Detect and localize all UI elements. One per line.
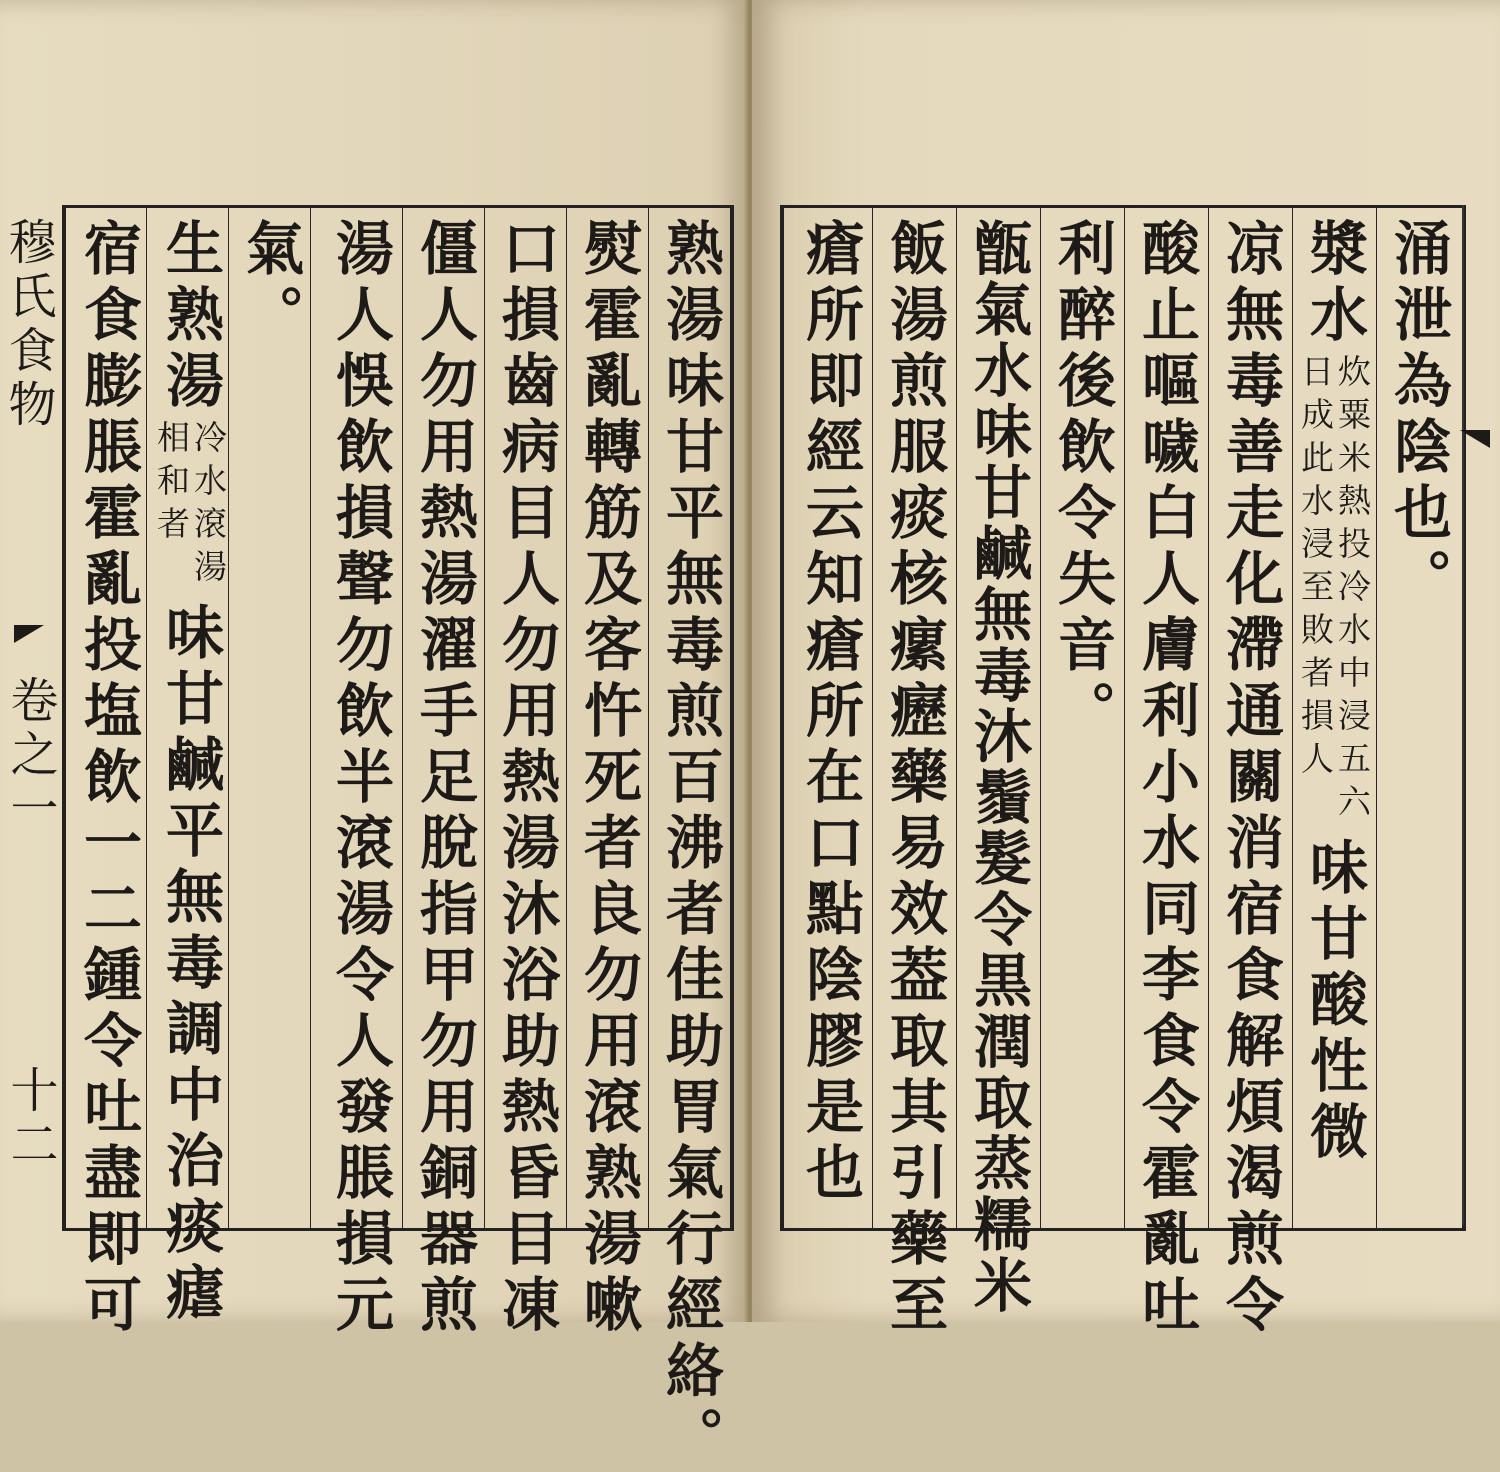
margin-book-title: 穆氏食物 xyxy=(0,217,56,433)
column-rule xyxy=(402,208,403,1228)
text-column-4: 僵人勿用熱湯濯手足脫指甲勿用銅器煎 xyxy=(410,218,478,1340)
right-text-frame xyxy=(780,205,1466,1340)
text-column-1: 涌泄為陰也。 xyxy=(1384,218,1452,614)
left-page xyxy=(0,0,748,1472)
column-rule xyxy=(310,208,311,1228)
column-rule xyxy=(648,208,649,1228)
text-column-1: 熟湯味甘平無毒煎百沸者佳助胃氣行經絡。 xyxy=(656,218,724,1472)
text-column-6: 甑氣水味甘鹹無毒沐鬚髮令黒潤取蒸糯米 xyxy=(964,218,1032,1316)
column-rule xyxy=(484,208,485,1228)
text-column-2: 熨霍亂轉筋及客忤死者良勿用滾熟湯嗽 xyxy=(574,218,642,1340)
text-column-4: 酸止嘔噦白人膚利小水同李食令霍亂吐 xyxy=(1132,218,1200,1340)
book-margin-strip xyxy=(0,205,58,1225)
text-column-3: 口損齒病目人勿用熱湯沐浴助熱昏目凍 xyxy=(492,218,560,1340)
text-column-6: 氣。 xyxy=(236,218,304,350)
entry-heading: 漿水 xyxy=(1300,218,1368,350)
interlinear-note: 炊粟米熱投冷水中浸五六 日成此水浸至敗者損人 xyxy=(1296,354,1372,827)
left-text-frame xyxy=(62,205,734,1472)
column-rule xyxy=(1208,208,1209,1228)
text-column-7: 飯湯煎服痰核瘰癧藥易效葢取其引藥至 xyxy=(880,218,948,1340)
column-rule xyxy=(566,208,567,1228)
column-rule xyxy=(1292,208,1293,1228)
right-margin-strip xyxy=(1462,205,1500,1225)
column-rule xyxy=(1124,208,1125,1228)
text-column-8: 瘡所即經云知瘡所在口點陰膠是也 xyxy=(796,218,864,1208)
fishtail-mark-icon xyxy=(14,625,44,643)
interlinear-note: 冷水滾湯 相和者 xyxy=(152,420,228,592)
column-rule xyxy=(956,208,957,1228)
text-column-9: 宿食膨脹霍亂投塩飲一二鍾令吐盡即可 xyxy=(74,218,142,1340)
text-column-entry-jiangshui: 漿水 炊粟米熱投冷水中浸五六 日成此水浸至敗者損人 味甘酸性微 xyxy=(1296,218,1372,1167)
text-column-5: 利醉後飲令失音。 xyxy=(1048,218,1116,746)
text-column-entry-shengshutang: 生熟湯 冷水滾湯 相和者 味甘鹹平無毒調中治痰瘧 xyxy=(152,218,228,1328)
text-column-5: 湯人悞飲損聲勿飲半滾湯令人發脹損元 xyxy=(326,218,394,1340)
margin-volume: 卷之一 xyxy=(2,675,58,837)
column-rule xyxy=(1040,208,1041,1228)
text-column-3: 凉無毒善走化滯通關消宿食解煩渴煎令 xyxy=(1216,218,1284,1340)
column-rule xyxy=(872,208,873,1228)
fishtail-mark-icon xyxy=(1460,430,1490,448)
entry-heading: 生熟湯 xyxy=(156,218,224,416)
margin-folio: 十二 xyxy=(2,1065,58,1173)
column-rule xyxy=(1376,208,1377,1228)
